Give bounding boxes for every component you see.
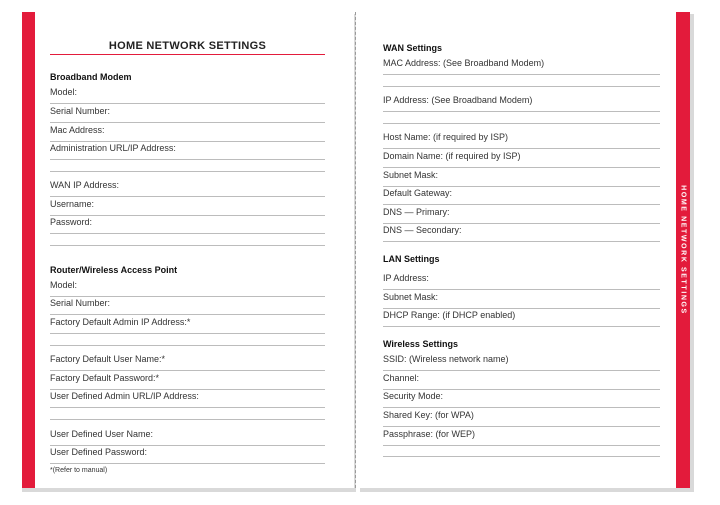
wan-ip-field[interactable]: IP Address: (See Broadband Modem) xyxy=(383,94,660,112)
wireless-shared-key-field[interactable]: Shared Key: (for WPA) xyxy=(383,409,660,427)
router-default-ip-field[interactable]: Factory Default Admin IP Address:* xyxy=(50,316,325,334)
footnote: *(Refer to manual) xyxy=(50,467,108,474)
wan-subnet-mask-field[interactable]: Subnet Mask: xyxy=(383,169,660,187)
lan-subnet-mask-field[interactable]: Subnet Mask: xyxy=(383,291,660,309)
wireless-channel-field[interactable]: Channel: xyxy=(383,372,660,390)
lan-settings-heading: LAN Settings xyxy=(383,254,440,264)
blank-write-line[interactable] xyxy=(50,245,325,246)
wireless-passphrase-field[interactable]: Passphrase: (for WEP) xyxy=(383,428,660,446)
router-admin-url-field[interactable]: User Defined Admin URL/IP Address: xyxy=(50,390,325,408)
wan-domain-name-field[interactable]: Domain Name: (if required by ISP) xyxy=(383,150,660,168)
wan-dns-primary-field[interactable]: DNS — Primary: xyxy=(383,206,660,224)
modem-serial-field[interactable]: Serial Number: xyxy=(50,105,325,123)
wireless-ssid-field[interactable]: SSID: (Wireless network name) xyxy=(383,353,660,371)
modem-username-field[interactable]: Username: xyxy=(50,198,325,216)
modem-mac-field[interactable]: Mac Address: xyxy=(50,124,325,142)
lan-ip-field[interactable]: IP Address: xyxy=(383,272,660,290)
broadband-modem-heading: Broadband Modem xyxy=(50,72,132,82)
page-fold-divider xyxy=(355,12,356,488)
modem-wan-ip-field[interactable]: WAN IP Address: xyxy=(50,179,325,197)
router-model-field[interactable]: Model: xyxy=(50,279,325,297)
blank-write-line[interactable] xyxy=(50,171,325,172)
wireless-settings-heading: Wireless Settings xyxy=(383,339,458,349)
left-red-strip xyxy=(22,12,35,488)
blank-write-line[interactable] xyxy=(50,419,325,420)
router-user-password-field[interactable]: User Defined Password: xyxy=(50,446,325,464)
wan-dns-secondary-field[interactable]: DNS — Secondary: xyxy=(383,224,660,242)
blank-write-line[interactable] xyxy=(383,123,660,124)
wireless-security-mode-field[interactable]: Security Mode: xyxy=(383,390,660,408)
wan-host-name-field[interactable]: Host Name: (if required by ISP) xyxy=(383,131,660,149)
blank-write-line[interactable] xyxy=(383,86,660,87)
wan-settings-heading: WAN Settings xyxy=(383,43,443,53)
router-default-password-field[interactable]: Factory Default Password:* xyxy=(50,372,325,390)
blank-write-line[interactable] xyxy=(50,345,325,346)
modem-model-field[interactable]: Model: xyxy=(50,86,325,104)
router-serial-field[interactable]: Serial Number: xyxy=(50,297,325,315)
modem-password-field[interactable]: Password: xyxy=(50,216,325,234)
wan-gateway-field[interactable]: Default Gateway: xyxy=(383,187,660,205)
side-tab-label: HOME NETWORK SETTINGS xyxy=(679,185,687,315)
lan-dhcp-range-field[interactable]: DHCP Range: (if DHCP enabled) xyxy=(383,309,660,327)
modem-admin-url-field[interactable]: Administration URL/IP Address: xyxy=(50,142,325,160)
blank-write-line[interactable] xyxy=(383,456,660,457)
wan-mac-field[interactable]: MAC Address: (See Broadband Modem) xyxy=(383,57,660,75)
router-user-name-field[interactable]: User Defined User Name: xyxy=(50,428,325,446)
router-heading: Router/Wireless Access Point xyxy=(50,265,178,275)
router-default-user-field[interactable]: Factory Default User Name:* xyxy=(50,353,325,371)
page-title: HOME NETWORK SETTINGS xyxy=(50,40,325,55)
